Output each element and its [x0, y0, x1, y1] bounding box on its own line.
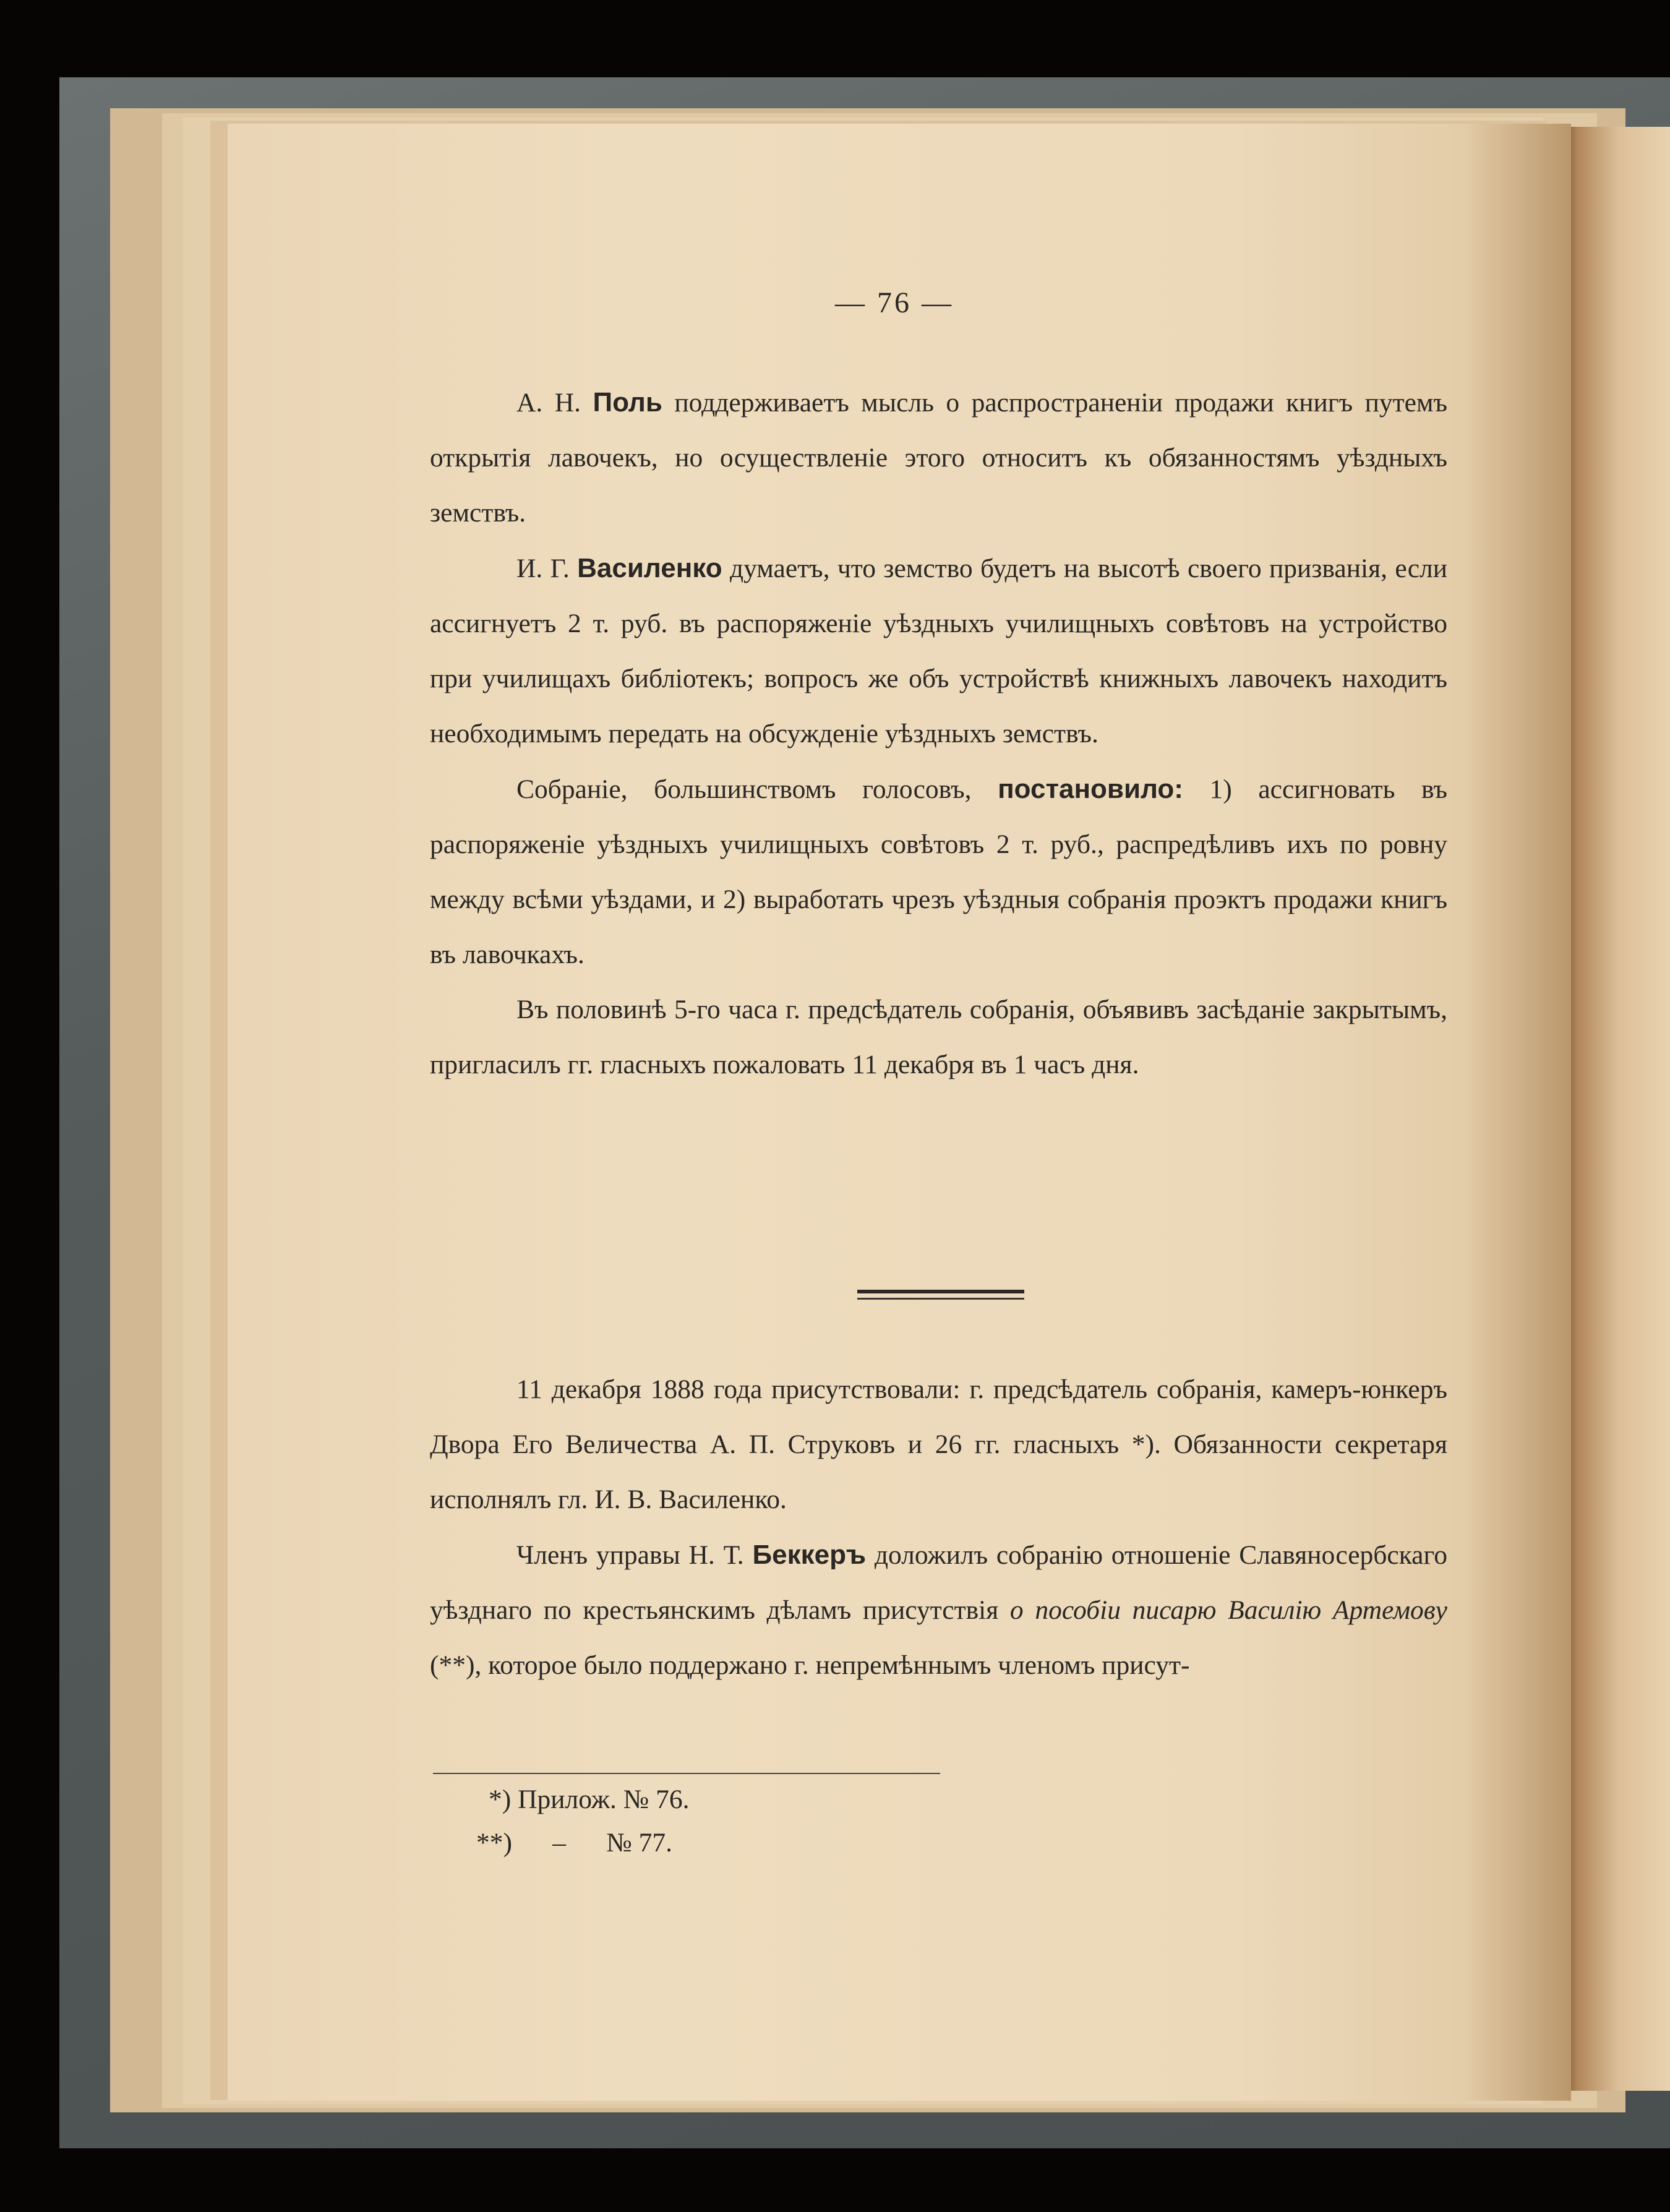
- top-text-block: [430, 375, 1447, 1092]
- speaker-name: Беккеръ: [752, 1540, 867, 1570]
- bottom-text-block: [430, 1362, 1447, 1693]
- footnote: *) Прилож. № 76.: [489, 1785, 690, 1814]
- paragraph: И. Г. Василенко думаетъ, что земство будетъ на высотѣ своего призванія, если ассигнуетъ 2 т. руб. въ распоряженіе уѣздныхъ училищныхъ совѣтовъ на устройство при училищахъ библіотекъ; вопросъ же объ устройствѣ книжныхъ лавочекъ находитъ необходимымъ передать на обсужденіе уѣздныхъ земствъ.: [430, 553, 1447, 748]
- paragraph: Собраніе, большинствомъ голосовъ, постановило: 1) ассигновать въ распоряженіе уѣздныхъ училищныхъ совѣтовъ 2 т. руб., распредѣливъ ихъ по ровну между всѣми уѣздами, и 2) выработать чрезъ уѣздныя собранія проэктъ продажи книгъ въ лавочкахъ.: [430, 774, 1447, 969]
- section-divider: [857, 1298, 1024, 1300]
- italic-subject: о пособіи писарю Василію Артемову: [1009, 1595, 1447, 1625]
- footnote: **) – № 77.: [476, 1828, 672, 1858]
- paragraph: 11 декабря 1888 года присутствовали: г. предсѣдатель собранія, камеръ-юнкеръ Двора Его Величества А. П. Струковъ и 26 гг. гласныхъ *). Обязанности секретаря исполнялъ гл. И. В. Василенко.: [430, 1374, 1447, 1514]
- page-number: — 76 —: [835, 286, 954, 319]
- speaker-name: Василенко: [577, 553, 722, 583]
- facing-page-edge: [1557, 127, 1670, 2091]
- paragraph: Членъ управы Н. Т. Беккеръ доложилъ собранію отношеніе Славяносербскаго уѣзднаго по крестьянскимъ дѣламъ присутствія о пособіи писарю Василію Артемову (**), которое было поддержано г. непремѣннымъ членомъ присут-: [430, 1540, 1447, 1680]
- speaker-name: Поль: [593, 387, 662, 418]
- section-divider: [857, 1290, 1024, 1293]
- resolution-keyword: постановило:: [998, 774, 1183, 804]
- paragraph: Въ половинѣ 5-го часа г. предсѣдатель собранія, объявивъ засѣданіе закрытымъ, пригласилъ гг. гласныхъ пожаловать 11 декабря въ 1 часъ дня.: [430, 995, 1447, 1079]
- footnote-divider: [433, 1773, 940, 1774]
- paragraph: А. Н. Поль поддерживаетъ мысль о распространеніи продажи книгъ путемъ открытія лавочекъ, но осуществленіе этого относитъ къ обязанностямъ уѣздныхъ земствъ.: [430, 387, 1447, 528]
